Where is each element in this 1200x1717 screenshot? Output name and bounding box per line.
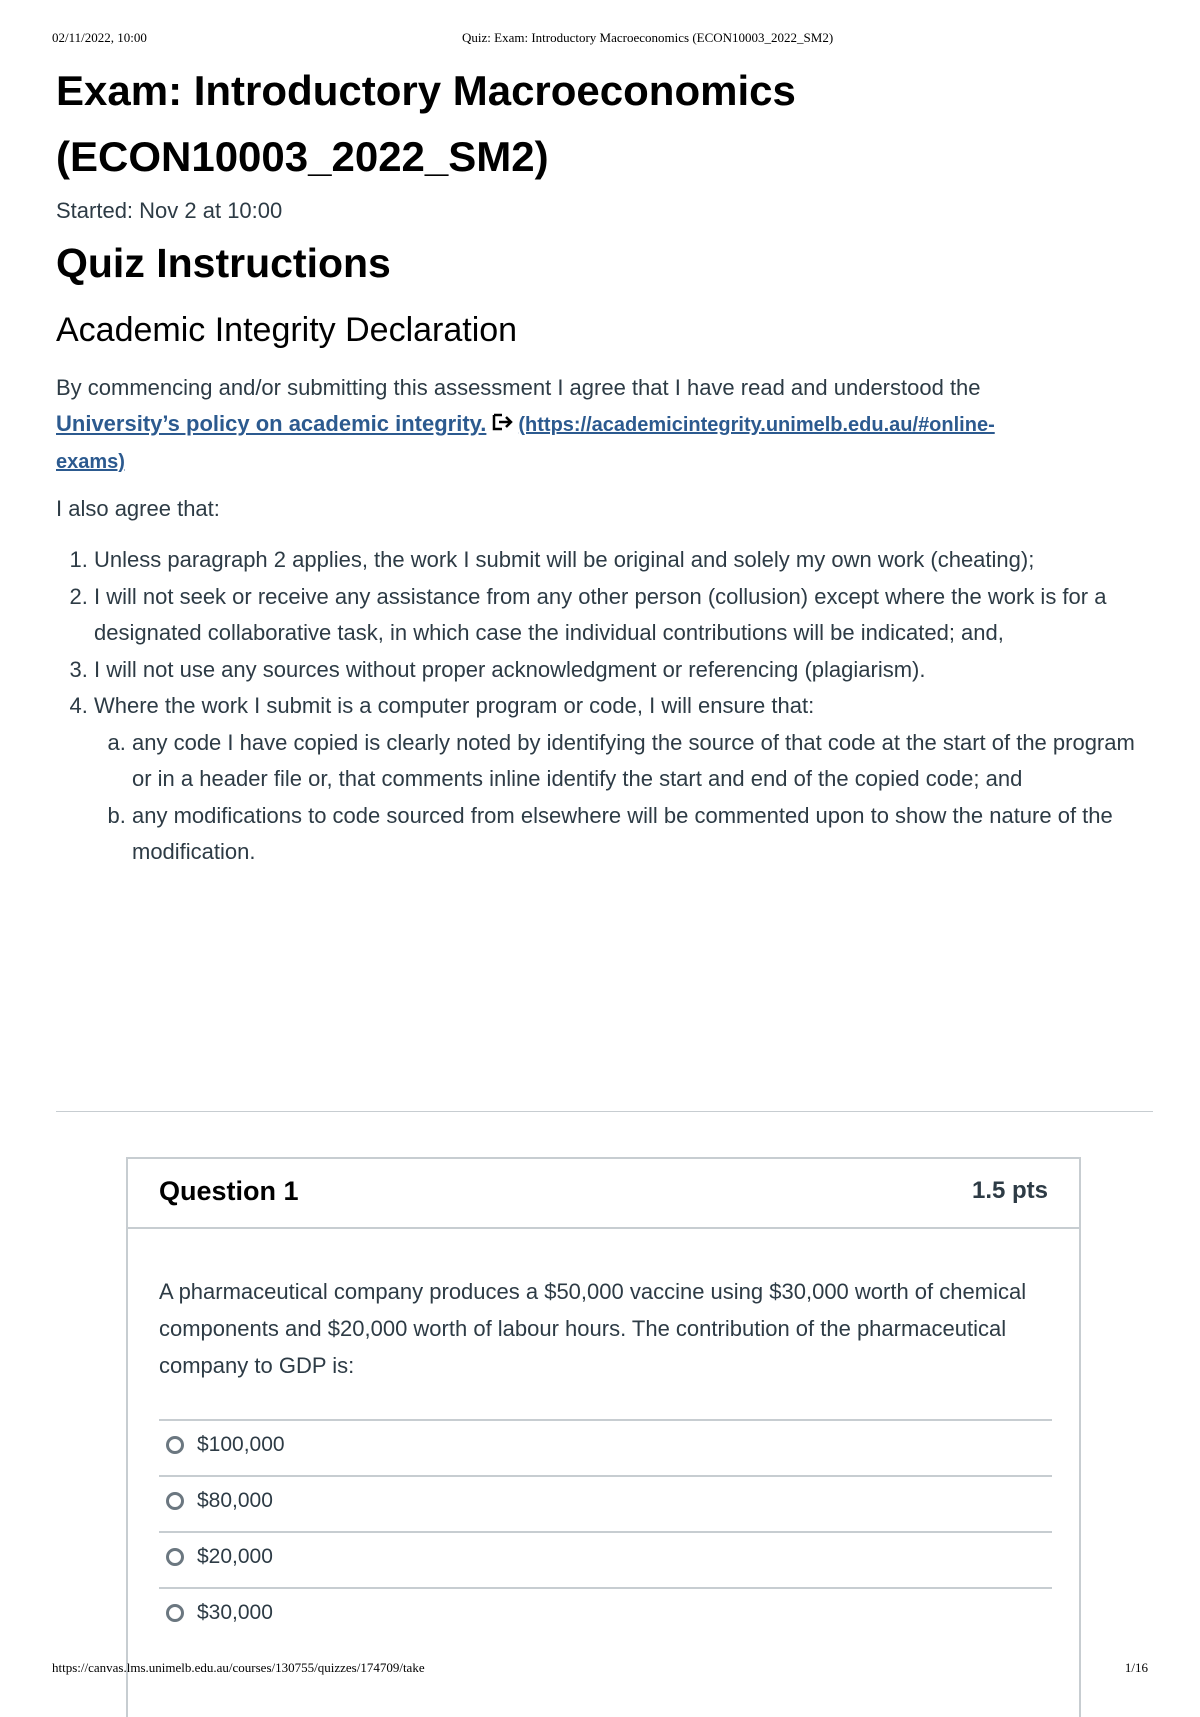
- policy-link[interactable]: University’s policy on academic integrity.: [56, 411, 487, 436]
- print-footer: [52, 1660, 1148, 1680]
- answer-label[interactable]: $20,000: [197, 1545, 273, 1568]
- print-date: 02/11/2022, 10:00: [52, 30, 147, 45]
- policy-url-link-cont[interactable]: exams): [56, 451, 125, 473]
- page-title: [56, 58, 1156, 190]
- declaration-paragraph: [56, 370, 1156, 480]
- radio-button[interactable]: [166, 1492, 184, 1510]
- page-number: 1/16: [1124, 1660, 1148, 1675]
- answer-option[interactable]: [159, 1419, 1052, 1475]
- started-time: Started: Nov 2 at 10:00: [56, 198, 283, 223]
- answer-label[interactable]: $100,000: [197, 1433, 285, 1456]
- code-sub-list: [94, 725, 1156, 871]
- agreement-list: [56, 542, 1156, 871]
- radio-button[interactable]: [166, 1604, 184, 1622]
- question-points: 1.5 pts: [971, 1177, 1048, 1204]
- print-title: Quiz: Exam: Introductory Macroeconomics (ECON10003_2022_SM2): [462, 30, 834, 45]
- radio-button[interactable]: [166, 1436, 184, 1454]
- answer-option[interactable]: [159, 1531, 1052, 1587]
- question-header: [128, 1159, 1079, 1229]
- list-item: 2. I will not seek or receive any assistance from any other person (collusion) except where the work is for a designated collaborative task, in which case the individual contributions will be indicated; and,: [94, 579, 1156, 652]
- also-agree-text: I also agree that:: [56, 496, 220, 521]
- section-divider: [56, 1111, 1153, 1112]
- policy-url-link[interactable]: (https://academicintegrity.unimelb.edu.au/#online-: [518, 414, 995, 436]
- question-card: [126, 1157, 1081, 1717]
- question-title: Question 1: [159, 1176, 299, 1206]
- print-url: https://canvas.lms.unimelb.edu.au/courses/130755/quizzes/174709/take: [52, 1660, 425, 1675]
- answer-label[interactable]: $30,000: [197, 1601, 273, 1624]
- print-header: [52, 30, 1148, 50]
- quiz-instructions-heading: Quiz Instructions: [56, 240, 391, 286]
- answer-label[interactable]: $80,000: [197, 1489, 273, 1512]
- declaration-intro: By commencing and/or submitting this assessment I agree that I have read and understood the: [56, 375, 981, 400]
- external-link-icon: [492, 406, 514, 442]
- question-text: A pharmaceutical company produces a $50,000 vaccine using $30,000 worth of chemical components and $20,000 worth of labour hours. The contribution of the pharmaceutical company to GDP is:: [159, 1279, 1027, 1378]
- main-content: [56, 58, 1156, 871]
- sub-list-item: a. any code I have copied is clearly noted by identifying the source of that code at the start of the program or in a header file or, that comments inline identify the start and end of the copied code; and: [132, 725, 1156, 798]
- list-item-text: Where the work I submit is a computer program or code, I will ensure that:: [94, 693, 815, 718]
- page-title-line2: (ECON10003_2022_SM2): [56, 133, 549, 180]
- list-item: [94, 688, 1156, 871]
- academic-integrity-heading: Academic Integrity Declaration: [56, 311, 518, 349]
- sub-list-item: b. any modifications to code sourced from elsewhere will be commented upon to show the nature of the modification.: [132, 798, 1156, 871]
- radio-button[interactable]: [166, 1548, 184, 1566]
- answer-option[interactable]: [159, 1587, 1052, 1643]
- list-item: 1. Unless paragraph 2 applies, the work I submit will be original and solely my own work (cheating);: [94, 542, 1156, 579]
- page-title-line1: Exam: Introductory Macroeconomics: [56, 67, 796, 114]
- answer-options: [159, 1419, 1052, 1643]
- list-item: 3. I will not use any sources without proper acknowledgment or referencing (plagiarism).: [94, 652, 1156, 689]
- answer-option[interactable]: [159, 1475, 1052, 1531]
